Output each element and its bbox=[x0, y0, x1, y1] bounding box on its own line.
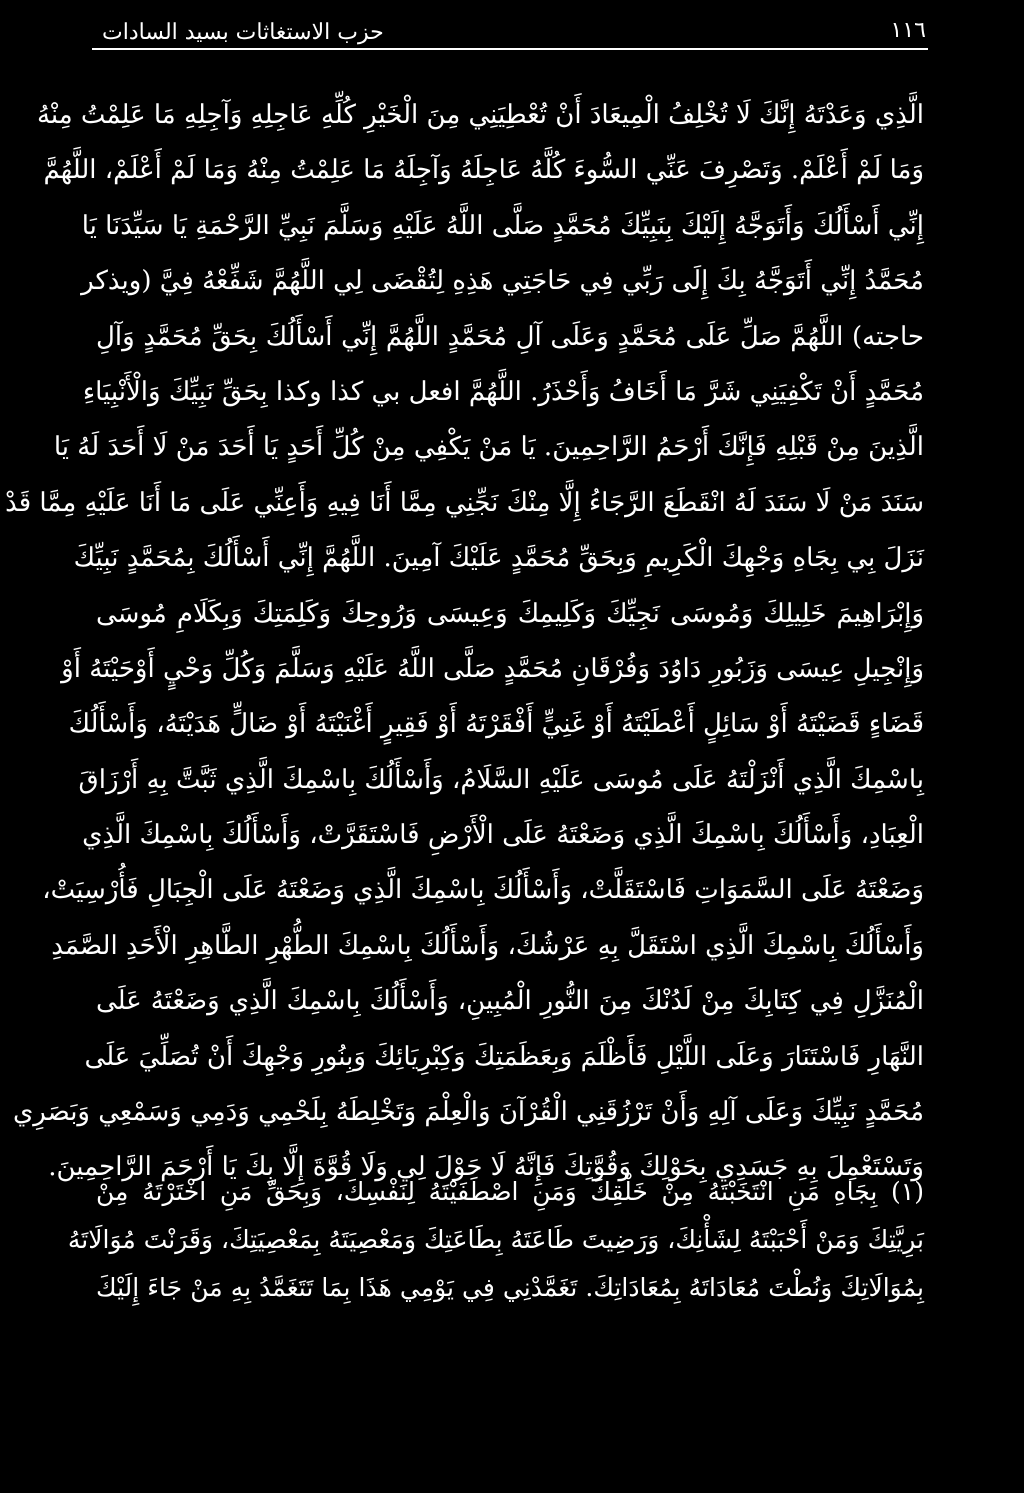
text-line: الْعِبَادِ، وَأَسْأَلُكَ بِاسْمِكَ الَّذِي وَضَعْتَهُ عَلَى الْأَرْضِ فَاسْتَقَرَّتْ، وَأَسْأَلُكَ بِاسْمِكَ الَّذِي bbox=[82, 820, 924, 851]
text-line: الَّذِينَ مِنْ قَبْلِهِ فَإِنَّكَ أَرْحَمُ الرَّاحِمِينَ. يَا مَنْ يَكْفِي مِنْ كُلِّ أَحَدٍ يَا أَحَدَ مَنْ لَا أَحَدَ لَهُ يَا bbox=[53, 432, 924, 463]
text-line: إِنِّي أَسْأَلُكَ وَأَتَوَجَّهُ إِلَيْكَ بِنَبِيِّكَ مُحَمَّدٍ صَلَّى اللَّهُ عَلَيْهِ وَسَلَّمَ نَبِيِّ الرَّحْمَةِ يَا سَيِّدَنَا يَا bbox=[81, 210, 924, 241]
text-line: بِاسْمِكَ الَّذِي أَنْزَلْتَهُ عَلَى مُوسَى عَلَيْهِ السَّلَامُ، وَأَسْأَلُكَ بِاسْمِكَ الَّذِي ثَبَّتَّ بِهِ أَرْزَاقَ bbox=[78, 764, 924, 795]
text-line: قَضَاءٍ قَضَيْتَهُ أَوْ سَائِلٍ أَعْطَيْتَهُ أَوْ غَنِيٍّ أَفْقَرْتَهُ أَوْ فَقِيرٍ أَغْنَيْتَهُ أَوْ ضَالٍّ هَدَيْتَهُ، وَأَسْأَلُكَ bbox=[68, 709, 924, 740]
page-number: ١١٦ bbox=[890, 18, 926, 43]
text-line: وَأَسْأَلُكَ بِاسْمِكَ الَّذِي اسْتَقَلَّ بِهِ عَرْشُكَ، وَأَسْأَلُكَ بِاسْمِكَ الطُّهْرِ الطَّاهِرِ الْأَحَدِ الصَّمَدِ bbox=[51, 930, 924, 961]
text-line: مُحَمَّدٍ أَنْ تَكْفِيَنِي شَرَّ مَا أَخَافُ وَأَحْذَرُ. اللَّهُمَّ افعل بي كذا وكذا بِحَقِّ نَبِيِّكَ وَالْأَنْبِيَاءِ bbox=[82, 376, 924, 407]
text-line: النَّهَارِ فَاسْتَنَارَ وَعَلَى اللَّيْلِ فَأَظْلَمَ وَبِعَظَمَتِكَ وَكِبْرِيَائِكَ وَبِنُورِ وَجْهِكَ أَنْ تُصَلِّيَ عَلَى bbox=[84, 1041, 924, 1072]
text-line: الْمُنَزَّلِ فِي كِتَابِكَ مِنْ لَدُنْكَ مِنَ النُّورِ الْمُبِينِ، وَأَسْأَلُكَ بِاسْمِكَ الَّذِي وَضَعْتَهُ عَلَى bbox=[96, 986, 924, 1017]
footnote-line: بِمُوَالَاتِكَ وَنُطْتَ مُعَادَاتَهُ بِمُعَادَاتِكَ. تَغَمَّدْنِي فِي يَوْمِي هَذَا بِمَا تَتَغَمَّدُ بِهِ مَنْ جَاءَ إِلَيْكَ bbox=[96, 1273, 924, 1302]
text-line: حاجته) اللَّهُمَّ صَلِّ عَلَى مُحَمَّدٍ وَعَلَى آلِ مُحَمَّدٍ اللَّهُمَّ إِنِّي أَسْأَلُكَ بِحَقِّ مُحَمَّدٍ وَآلِ bbox=[96, 321, 924, 352]
text-line: وَإِبْرَاهِيمَ خَلِيلِكَ وَمُوسَى نَجِيِّكَ وَكَلِيمِكَ وَعِيسَى وَرُوحِكَ وَكَلِمَتِكَ وَبِكَلَامِ مُوسَى bbox=[96, 598, 924, 629]
text-line: وَتَسْتَعْمِلَ بِهِ جَسَدِي بِحَوْلِكَ وَقُوَّتِكَ فَإِنَّهُ لَا حَوْلَ لِي وَلَا قُوَّةَ إِلَّا بِكَ يَا أَرْحَمَ الرَّاحِمِينَ. bbox=[48, 1152, 924, 1183]
text-line: مُحَمَّدُ إِنِّي أَتَوَجَّهُ بِكَ إِلَى رَبِّي فِي حَاجَتِي هَذِهِ لِتُقْضَى لِي اللَّهُمَّ شَفِّعْهُ فِيَّ (ويذكر bbox=[81, 266, 924, 297]
text-line: وَإِنْجِيلِ عِيسَى وَزَبُورِ دَاوُدَ وَفُرْقَانِ مُحَمَّدٍ صَلَّى اللَّهُ عَلَيْهِ وَسَلَّمَ وَكُلِّ وَحْيٍ أَوْحَيْتَهُ أَوْ bbox=[61, 653, 924, 684]
page-header bbox=[92, 14, 928, 50]
running-title: حزب الاستغاثات بسيد السادات bbox=[102, 20, 384, 45]
text-line: سَنَدَ مَنْ لَا سَنَدَ لَهُ انْقَطَعَ الرَّجَاءُ إِلَّا مِنْكَ نَجِّنِي مِمَّا أَنَا فِيهِ وَأَعِنِّي عَلَى مَا أَنَا عَلَيْهِ مِمَّا قَدْ bbox=[5, 487, 924, 518]
footnote-line: (١) بِجَاهِ مَنِ انْتَخَبْتَهُ مِنْ خَلْقِكَ وَمَنِ اصْطَفَيْتَهُ لِنَفْسِكَ، وَبِحَقِّ مَنِ اخْتَرْتَهُ مِنْ bbox=[96, 1177, 924, 1206]
text-line: مُحَمَّدٍ نَبِيِّكَ وَعَلَى آلِهِ وَأَنْ تَرْزُقَنِي الْقُرْآنَ وَالْعِلْمَ وَتَخْلِطَهُ بِلَحْمِي وَدَمِي وَسَمْعِي وَبَصَرِي bbox=[12, 1097, 924, 1128]
footnote-line: بَرِيَّتِكَ وَمَنْ أَحْبَبْتَهُ لِشَأْنِكَ، وَرَضِيتَ طَاعَتَهُ بِطَاعَتِكَ وَمَعْصِيَتَهُ بِمَعْصِيَتِكَ، وَقَرَنْتَ مُوَالَاتَهُ bbox=[67, 1225, 924, 1254]
text-line: الَّذِي وَعَدْتَهُ إِنَّكَ لَا تُخْلِفُ الْمِيعَادَ أَنْ تُعْطِيَنِي مِنَ الْخَيْرِ كُلِّهِ عَاجِلِهِ وَآجِلِهِ مَا عَلِمْتُ مِنْهُ bbox=[36, 100, 924, 130]
text-line: وَمَا لَمْ أَعْلَمْ. وَتَصْرِفَ عَنِّي السُّوءَ كُلَّهُ عَاجِلَهُ وَآجِلَهُ مَا عَلِمْتُ مِنْهُ وَمَا لَمْ أَعْلَمْ، اللَّهُمَّ bbox=[43, 155, 924, 186]
main-text bbox=[5, 88, 924, 1183]
text-line: وَضَعْتَهُ عَلَى السَّمَوَاتِ فَاسْتَقَلَّتْ، وَأَسْأَلُكَ بِاسْمِكَ الَّذِي وَضَعْتَهُ عَلَى الْجِبَالِ فَأُرْسِيَتْ، bbox=[42, 875, 924, 906]
footnote-block bbox=[67, 1168, 924, 1318]
text-line: نَزَلَ بِي بِجَاهِ وَجْهِكَ الْكَرِيمِ وَبِحَقِّ مُحَمَّدٍ عَلَيْكَ آمِينَ. اللَّهُمَّ إِنِّي أَسْأَلُكَ بِمُحَمَّدٍ نَبِيِّكَ bbox=[73, 543, 924, 574]
